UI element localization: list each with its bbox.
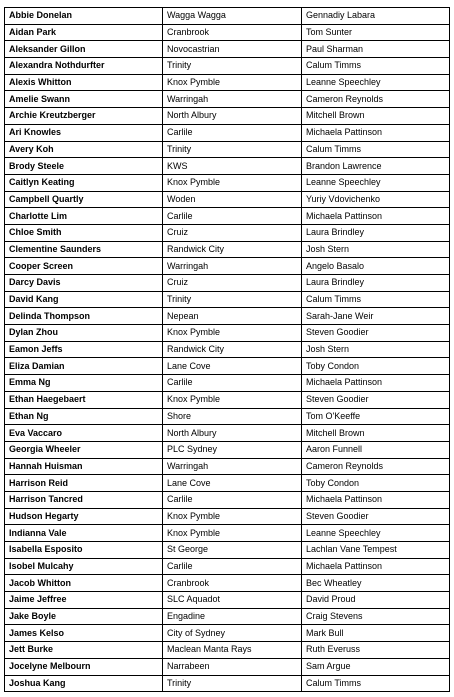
club-cell: Knox Pymble bbox=[163, 525, 302, 542]
coach-cell: Laura Brindley bbox=[302, 275, 450, 292]
club-cell: Shore bbox=[163, 408, 302, 425]
coach-cell: Michaela Pattinson bbox=[302, 558, 450, 575]
club-cell: Knox Pymble bbox=[163, 174, 302, 191]
coach-cell: Calum Timms bbox=[302, 291, 450, 308]
club-cell: Cranbrook bbox=[163, 24, 302, 41]
coach-cell: Calum Timms bbox=[302, 141, 450, 158]
club-cell: Carlile bbox=[163, 558, 302, 575]
swimmer-name-cell: Archie Kreutzberger bbox=[5, 108, 163, 125]
swimmer-name-cell: Avery Koh bbox=[5, 141, 163, 158]
table-row bbox=[5, 542, 450, 559]
coach-cell: Gennadiy Labara bbox=[302, 8, 450, 25]
table-row bbox=[5, 258, 450, 275]
swimmer-name-cell: Isabella Esposito bbox=[5, 542, 163, 559]
club-cell: Warringah bbox=[163, 258, 302, 275]
table-row bbox=[5, 91, 450, 108]
coach-cell: Sam Argue bbox=[302, 658, 450, 675]
coach-cell: Josh Stern bbox=[302, 241, 450, 258]
swimmer-name-cell: Jett Burke bbox=[5, 642, 163, 659]
swimmer-name-cell: Jocelyne Melbourn bbox=[5, 658, 163, 675]
swimmer-name-cell: Ethan Ng bbox=[5, 408, 163, 425]
club-cell: Maclean Manta Rays bbox=[163, 642, 302, 659]
swimmer-name-cell: Jake Boyle bbox=[5, 608, 163, 625]
table-row bbox=[5, 508, 450, 525]
coach-cell: Ruth Everuss bbox=[302, 642, 450, 659]
club-cell: Carlile bbox=[163, 491, 302, 508]
club-cell: City of Sydney bbox=[163, 625, 302, 642]
table-row bbox=[5, 458, 450, 475]
club-cell: Carlile bbox=[163, 124, 302, 141]
table-row bbox=[5, 58, 450, 75]
coach-cell: Tom Sunter bbox=[302, 24, 450, 41]
club-cell: Warringah bbox=[163, 91, 302, 108]
table-row bbox=[5, 642, 450, 659]
club-cell: North Albury bbox=[163, 425, 302, 442]
club-cell: Novocastrian bbox=[163, 41, 302, 58]
swimmer-name-cell: Ethan Haegebaert bbox=[5, 391, 163, 408]
swimmer-name-cell: Amelie Swann bbox=[5, 91, 163, 108]
club-cell: North Albury bbox=[163, 108, 302, 125]
table-row bbox=[5, 491, 450, 508]
table-row bbox=[5, 241, 450, 258]
swimmer-name-cell: Brody Steele bbox=[5, 158, 163, 175]
coach-cell: Leanne Speechley bbox=[302, 525, 450, 542]
club-cell: Nepean bbox=[163, 308, 302, 325]
coach-cell: Leanne Speechley bbox=[302, 74, 450, 91]
swimmer-name-cell: Hannah Huisman bbox=[5, 458, 163, 475]
swimmer-name-cell: Chloe Smith bbox=[5, 224, 163, 241]
swimmer-name-cell: Delinda Thompson bbox=[5, 308, 163, 325]
club-cell: Knox Pymble bbox=[163, 508, 302, 525]
table-row bbox=[5, 475, 450, 492]
table-row bbox=[5, 325, 450, 342]
club-cell: SLC Aquadot bbox=[163, 592, 302, 609]
table-row bbox=[5, 658, 450, 675]
coach-cell: Paul Sharman bbox=[302, 41, 450, 58]
coach-cell: Brandon Lawrence bbox=[302, 158, 450, 175]
swimmer-name-cell: Ari Knowles bbox=[5, 124, 163, 141]
table-row bbox=[5, 441, 450, 458]
swimmer-name-cell: Hudson Hegarty bbox=[5, 508, 163, 525]
table-row bbox=[5, 525, 450, 542]
coach-cell: David Proud bbox=[302, 592, 450, 609]
club-cell: Carlile bbox=[163, 208, 302, 225]
table-row bbox=[5, 375, 450, 392]
coach-cell: Toby Condon bbox=[302, 475, 450, 492]
table-row bbox=[5, 158, 450, 175]
table-row bbox=[5, 124, 450, 141]
club-cell: Lane Cove bbox=[163, 358, 302, 375]
swimmer-name-cell: Joshua Kang bbox=[5, 675, 163, 692]
table-row bbox=[5, 558, 450, 575]
coach-cell: Yuriy Vdovichenko bbox=[302, 191, 450, 208]
club-cell: Trinity bbox=[163, 291, 302, 308]
swimmer-name-cell: Abbie Donelan bbox=[5, 8, 163, 25]
club-cell: Randwick City bbox=[163, 341, 302, 358]
table-row bbox=[5, 291, 450, 308]
coach-cell: Cameron Reynolds bbox=[302, 458, 450, 475]
coach-cell: Mitchell Brown bbox=[302, 425, 450, 442]
table-row bbox=[5, 625, 450, 642]
club-cell: Knox Pymble bbox=[163, 325, 302, 342]
table-row bbox=[5, 408, 450, 425]
coach-cell: Leanne Speechley bbox=[302, 174, 450, 191]
table-row bbox=[5, 308, 450, 325]
coach-cell: Michaela Pattinson bbox=[302, 375, 450, 392]
swimmer-name-cell: Darcy Davis bbox=[5, 275, 163, 292]
coach-cell: Calum Timms bbox=[302, 58, 450, 75]
coach-cell: Steven Goodier bbox=[302, 508, 450, 525]
swimmer-name-cell: Clementine Saunders bbox=[5, 241, 163, 258]
swimmer-name-cell: Caitlyn Keating bbox=[5, 174, 163, 191]
swimmer-name-cell: Emma Ng bbox=[5, 375, 163, 392]
coach-cell: Lachlan Vane Tempest bbox=[302, 542, 450, 559]
table-row bbox=[5, 391, 450, 408]
coach-cell: Laura Brindley bbox=[302, 224, 450, 241]
club-cell: Warringah bbox=[163, 458, 302, 475]
swimmer-club-coach-table bbox=[4, 7, 450, 692]
coach-cell: Aaron Funnell bbox=[302, 441, 450, 458]
coach-cell: Michaela Pattinson bbox=[302, 208, 450, 225]
coach-cell: Steven Goodier bbox=[302, 391, 450, 408]
club-cell: Trinity bbox=[163, 141, 302, 158]
swimmer-name-cell: Alexandra Nothdurfter bbox=[5, 58, 163, 75]
swimmer-name-cell: Charlotte Lim bbox=[5, 208, 163, 225]
roster-sheet bbox=[4, 7, 449, 692]
table-row bbox=[5, 74, 450, 91]
table-row bbox=[5, 224, 450, 241]
coach-cell: Calum Timms bbox=[302, 675, 450, 692]
club-cell: PLC Sydney bbox=[163, 441, 302, 458]
swimmer-name-cell: Georgia Wheeler bbox=[5, 441, 163, 458]
swimmer-name-cell: Indianna Vale bbox=[5, 525, 163, 542]
coach-cell: Bec Wheatley bbox=[302, 575, 450, 592]
coach-cell: Mitchell Brown bbox=[302, 108, 450, 125]
swimmer-name-cell: Eamon Jeffs bbox=[5, 341, 163, 358]
club-cell: Engadine bbox=[163, 608, 302, 625]
table-row bbox=[5, 608, 450, 625]
coach-cell: Steven Goodier bbox=[302, 325, 450, 342]
coach-cell: Michaela Pattinson bbox=[302, 124, 450, 141]
coach-cell: Tom O'Keeffe bbox=[302, 408, 450, 425]
swimmer-name-cell: Aidan Park bbox=[5, 24, 163, 41]
swimmer-name-cell: Campbell Quartly bbox=[5, 191, 163, 208]
coach-cell: Sarah-Jane Weir bbox=[302, 308, 450, 325]
swimmer-name-cell: Dylan Zhou bbox=[5, 325, 163, 342]
table-row bbox=[5, 592, 450, 609]
swimmer-name-cell: Eva Vaccaro bbox=[5, 425, 163, 442]
coach-cell: Mark Bull bbox=[302, 625, 450, 642]
table-row bbox=[5, 575, 450, 592]
swimmer-name-cell: Alexis Whitton bbox=[5, 74, 163, 91]
swimmer-name-cell: Isobel Mulcahy bbox=[5, 558, 163, 575]
club-cell: Cruiz bbox=[163, 224, 302, 241]
club-cell: Narrabeen bbox=[163, 658, 302, 675]
club-cell: Knox Pymble bbox=[163, 391, 302, 408]
club-cell: KWS bbox=[163, 158, 302, 175]
swimmer-name-cell: Jaime Jeffree bbox=[5, 592, 163, 609]
club-cell: Wagga Wagga bbox=[163, 8, 302, 25]
club-cell: Trinity bbox=[163, 58, 302, 75]
coach-cell: Michaela Pattinson bbox=[302, 491, 450, 508]
swimmer-name-cell: James Kelso bbox=[5, 625, 163, 642]
swimmer-name-cell: David Kang bbox=[5, 291, 163, 308]
table-row bbox=[5, 24, 450, 41]
swimmer-name-cell: Jacob Whitton bbox=[5, 575, 163, 592]
swimmer-name-cell: Eliza Damian bbox=[5, 358, 163, 375]
coach-cell: Cameron Reynolds bbox=[302, 91, 450, 108]
coach-cell: Angelo Basalo bbox=[302, 258, 450, 275]
table-row bbox=[5, 208, 450, 225]
coach-cell: Josh Stern bbox=[302, 341, 450, 358]
club-cell: Carlile bbox=[163, 375, 302, 392]
table-row bbox=[5, 675, 450, 692]
table-row bbox=[5, 141, 450, 158]
club-cell: Randwick City bbox=[163, 241, 302, 258]
club-cell: St George bbox=[163, 542, 302, 559]
coach-cell: Toby Condon bbox=[302, 358, 450, 375]
table-row bbox=[5, 358, 450, 375]
club-cell: Cruiz bbox=[163, 275, 302, 292]
club-cell: Woden bbox=[163, 191, 302, 208]
swimmer-name-cell: Harrison Reid bbox=[5, 475, 163, 492]
table-row bbox=[5, 191, 450, 208]
table-row bbox=[5, 8, 450, 25]
table-row bbox=[5, 108, 450, 125]
club-cell: Trinity bbox=[163, 675, 302, 692]
table-body bbox=[5, 8, 450, 692]
swimmer-name-cell: Cooper Screen bbox=[5, 258, 163, 275]
table-row bbox=[5, 275, 450, 292]
table-row bbox=[5, 425, 450, 442]
club-cell: Knox Pymble bbox=[163, 74, 302, 91]
table-row bbox=[5, 341, 450, 358]
club-cell: Cranbrook bbox=[163, 575, 302, 592]
club-cell: Lane Cove bbox=[163, 475, 302, 492]
table-row bbox=[5, 41, 450, 58]
table-row bbox=[5, 174, 450, 191]
swimmer-name-cell: Harrison Tancred bbox=[5, 491, 163, 508]
swimmer-name-cell: Aleksander Gillon bbox=[5, 41, 163, 58]
coach-cell: Craig Stevens bbox=[302, 608, 450, 625]
